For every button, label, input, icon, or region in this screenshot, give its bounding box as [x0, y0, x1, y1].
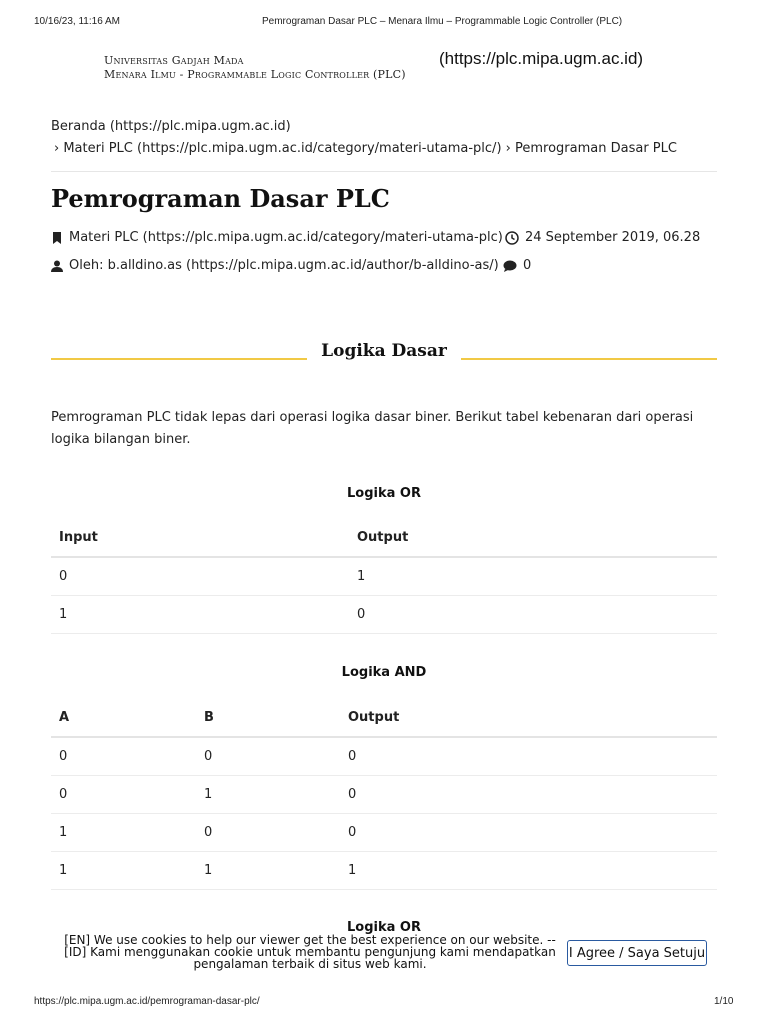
- print-footer-url: https://plc.mipa.ugm.ac.id/pemrograman-dasar-plc/: [34, 996, 260, 1007]
- table-cell: 0: [340, 814, 717, 852]
- chevron-right-icon: ›: [505, 141, 511, 156]
- table-row: [51, 776, 717, 814]
- table-cell: 0: [349, 596, 717, 634]
- table-cell: 1: [51, 596, 349, 634]
- table-cell: 0: [196, 814, 340, 852]
- table-cell: 1: [349, 557, 717, 596]
- table-cell: 1: [51, 852, 196, 890]
- section-heading: [0, 341, 768, 361]
- table-caption-or: Logika OR: [347, 486, 421, 501]
- post-author-link[interactable]: Oleh: b.alldino.as (https://plc.mipa.ugm.ac.id/author/b-alldino-as/): [69, 258, 499, 273]
- comment-icon: [503, 260, 517, 272]
- post-date-text: 24 September 2019, 06.28: [525, 230, 701, 245]
- table-cell: 0: [51, 776, 196, 814]
- column-header: A: [51, 698, 196, 737]
- post-category: [51, 230, 503, 245]
- truth-table-and: [51, 698, 717, 890]
- page-title: Pemrograman Dasar PLC: [51, 184, 390, 213]
- table-cell: 1: [340, 852, 717, 890]
- table-row: [51, 596, 717, 634]
- cookie-notice-text: [EN] We use cookies to help our viewer get the best experience on our website. -- [ID] Kami menggunakan cookie untuk membantu pengunjung kami mendapatkan pengalaman terbaik di situs web kami.: [64, 933, 556, 971]
- user-icon: [51, 260, 63, 272]
- site-brand-url[interactable]: (https://plc.mipa.ugm.ac.id): [439, 49, 644, 68]
- truth-table-or: [51, 518, 717, 634]
- breadcrumb-current: Pemrograman Dasar PLC: [515, 141, 677, 156]
- clock-icon: [505, 231, 519, 245]
- breadcrumb: [54, 141, 677, 156]
- table-row: [51, 557, 717, 596]
- table-row: [51, 814, 717, 852]
- breadcrumb-category[interactable]: Materi PLC (https://plc.mipa.ugm.ac.id/category/materi-utama-plc/): [63, 141, 502, 156]
- divider: [51, 171, 717, 172]
- breadcrumb-home[interactable]: Beranda (https://plc.mipa.ugm.ac.id): [51, 119, 291, 134]
- table-cell: 0: [51, 737, 196, 776]
- post-comments[interactable]: [503, 258, 531, 273]
- column-header: B: [196, 698, 340, 737]
- site-brand-name[interactable]: Menara Ilmu - Programmable Logic Controller (PLC): [104, 68, 406, 81]
- table-cell: 0: [340, 776, 717, 814]
- post-category-link[interactable]: Materi PLC (https://plc.mipa.ugm.ac.id/category/materi-utama-plc): [69, 230, 503, 245]
- chevron-right-icon: ›: [54, 141, 60, 156]
- section-heading-text: Logika Dasar: [307, 341, 461, 361]
- table-cell: 1: [196, 852, 340, 890]
- table-cell: 0: [196, 737, 340, 776]
- table-header-row: [51, 518, 717, 557]
- table-cell: 0: [340, 737, 717, 776]
- table-caption-or-2: Logika OR: [347, 920, 421, 935]
- table-row: [51, 737, 717, 776]
- table-cell: 0: [51, 557, 349, 596]
- print-datetime: 10/16/23, 11:16 AM: [34, 16, 120, 27]
- column-header: Output: [349, 518, 717, 557]
- cookie-agree-button[interactable]: I Agree / Saya Setuju: [567, 940, 707, 966]
- section-paragraph: Pemrograman PLC tidak lepas dari operasi logika dasar biner. Berikut tabel kebenaran dari operasi logika bilangan biner.: [51, 410, 694, 447]
- comment-count: 0: [523, 258, 532, 273]
- bookmark-icon: [51, 232, 63, 244]
- post-author: [51, 258, 499, 273]
- table-header-row: [51, 698, 717, 737]
- column-header: Output: [340, 698, 717, 737]
- table-caption-and: Logika AND: [341, 665, 427, 680]
- print-page-number: 1/10: [714, 996, 734, 1007]
- table-row: [51, 852, 717, 890]
- post-date: [505, 230, 700, 245]
- print-title: Pemrograman Dasar PLC – Menara Ilmu – Programmable Logic Controller (PLC): [262, 16, 623, 27]
- table-cell: 1: [51, 814, 196, 852]
- site-brand-university[interactable]: Universitas Gadjah Mada: [104, 54, 244, 67]
- table-cell: 1: [196, 776, 340, 814]
- column-header: Input: [51, 518, 349, 557]
